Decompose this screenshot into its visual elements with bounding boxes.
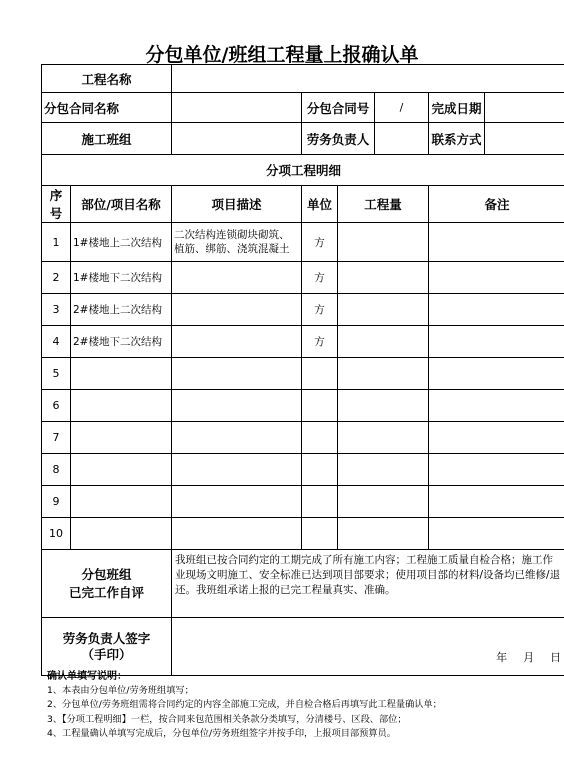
col-header-qty: 工程量 xyxy=(338,186,429,223)
col-header-desc: 项目描述 xyxy=(172,186,302,223)
row-unit[interactable] xyxy=(302,486,338,518)
row-desc[interactable] xyxy=(172,486,302,518)
table-row xyxy=(42,223,564,262)
table-row xyxy=(42,262,564,294)
row-item-name[interactable] xyxy=(71,390,172,422)
team-field[interactable] xyxy=(172,123,302,155)
instruction-item: 1、本表由分包单位/劳务班组填写； xyxy=(47,685,194,697)
table-row xyxy=(42,326,564,358)
row-no: 8 xyxy=(42,454,71,486)
row-qty[interactable] xyxy=(338,486,429,518)
contract-name-label: 分包合同名称 xyxy=(42,93,172,123)
signature-label-line2: （手印） xyxy=(81,646,132,662)
row-unit[interactable]: 方 xyxy=(302,326,338,358)
row-qty[interactable] xyxy=(338,358,429,390)
self-eval-label-line1: 分包班组 xyxy=(81,566,132,582)
row-qty[interactable] xyxy=(338,294,429,326)
row-no: 2 xyxy=(42,262,71,294)
labor-manager-field[interactable] xyxy=(375,123,429,155)
completion-date-field[interactable] xyxy=(485,93,564,123)
team-label: 施工班组 xyxy=(42,123,172,155)
table-row xyxy=(42,454,564,486)
row-item-name[interactable] xyxy=(71,454,172,486)
date-year: 年 xyxy=(496,651,508,664)
row-no: 3 xyxy=(42,294,71,326)
col-header-item: 部位/项目名称 xyxy=(71,186,172,223)
instruction-item: 2、分包单位/劳务班组需将合同约定的内容全部施工完成，并自检合格后再填写此工程量确认单； xyxy=(47,699,442,711)
row-unit[interactable]: 方 xyxy=(302,294,338,326)
row-no: 1 xyxy=(42,223,71,262)
row-item-name[interactable] xyxy=(71,486,172,518)
row-desc[interactable] xyxy=(172,326,302,358)
table-row xyxy=(42,390,564,422)
row-remark[interactable] xyxy=(429,326,564,358)
self-eval-text: 我班组已按合同约定的工期完成了所有施工内容；工程施工质量自检合格；施工作业现场文明施工、安全标准已达到项目部要求；使用项目部的材料/设备均已维修/退还。我班组承诺上报的已完工程量真实、准确。 xyxy=(172,550,564,618)
row-remark[interactable] xyxy=(429,486,564,518)
col-header-unit: 单位 xyxy=(302,186,338,223)
section-title: 分项工程明细 xyxy=(42,155,564,186)
table-row xyxy=(42,422,564,454)
row-desc[interactable] xyxy=(172,262,302,294)
date-month: 月 xyxy=(523,651,535,664)
date-day: 日 xyxy=(550,651,562,664)
instructions-title: 确认单填写说明： xyxy=(47,671,127,682)
row-item-name[interactable]: 1#楼地下二次结构 xyxy=(71,262,172,294)
row-remark[interactable] xyxy=(429,262,564,294)
row-qty[interactable] xyxy=(338,390,429,422)
signature-label-line1: 劳务负责人签字 xyxy=(62,630,151,646)
row-qty[interactable] xyxy=(338,262,429,294)
row-remark[interactable] xyxy=(429,390,564,422)
row-unit[interactable] xyxy=(302,454,338,486)
contract-name-field[interactable] xyxy=(172,93,302,123)
row-unit[interactable] xyxy=(302,358,338,390)
form-title: 分包单位/班组工程量上报确认单 xyxy=(145,44,419,66)
row-desc[interactable] xyxy=(172,518,302,550)
row-no: 10 xyxy=(42,518,71,550)
row-item-name[interactable]: 2#楼地下二次结构 xyxy=(71,326,172,358)
row-remark[interactable] xyxy=(429,422,564,454)
row-remark[interactable] xyxy=(429,223,564,262)
table-row xyxy=(42,518,564,550)
row-item-name[interactable]: 2#楼地上二次结构 xyxy=(71,294,172,326)
table-row xyxy=(42,358,564,390)
row-unit[interactable] xyxy=(302,390,338,422)
row-no: 4 xyxy=(42,326,71,358)
row-desc[interactable] xyxy=(172,454,302,486)
row-no: 5 xyxy=(42,358,71,390)
row-no: 9 xyxy=(42,486,71,518)
row-unit[interactable] xyxy=(302,422,338,454)
row-desc[interactable] xyxy=(172,294,302,326)
row-remark[interactable] xyxy=(429,518,564,550)
row-item-name[interactable] xyxy=(71,518,172,550)
row-unit[interactable]: 方 xyxy=(302,223,338,262)
contact-field[interactable] xyxy=(485,123,564,155)
signature-date-field[interactable] xyxy=(172,618,564,676)
instructions xyxy=(47,670,537,741)
row-item-name[interactable] xyxy=(71,358,172,390)
row-remark[interactable] xyxy=(429,454,564,486)
row-item-name[interactable] xyxy=(71,422,172,454)
confirmation-form-table xyxy=(41,64,564,676)
row-qty[interactable] xyxy=(338,518,429,550)
row-desc[interactable] xyxy=(172,390,302,422)
row-qty[interactable] xyxy=(338,422,429,454)
row-unit[interactable]: 方 xyxy=(302,262,338,294)
project-name-label: 工程名称 xyxy=(42,65,172,93)
row-desc[interactable] xyxy=(172,422,302,454)
self-eval-label-line2: 已完工作自评 xyxy=(69,584,145,600)
row-desc[interactable] xyxy=(172,358,302,390)
instruction-item: 4、工程量确认单填写完成后，分包单位/劳务班组签字并按手印，上报项目部预算员。 xyxy=(47,727,396,739)
table-row xyxy=(42,486,564,518)
instruction-item: 3、【分项工程明细】一栏，按合同来包范围相关条款分类填写，分清楼号、区段、部位； xyxy=(47,713,407,725)
row-desc[interactable]: 二次结构连锁砌块砌筑、植筋、绑筋、浇筑混凝土 xyxy=(172,223,302,262)
contact-label: 联系方式 xyxy=(429,123,485,155)
row-no: 7 xyxy=(42,422,71,454)
labor-manager-label: 劳务负责人 xyxy=(302,123,375,155)
table-row xyxy=(42,294,564,326)
contract-no-label: 分包合同号 xyxy=(302,93,375,123)
self-eval-label xyxy=(42,550,172,618)
completion-date-label: 完成日期 xyxy=(429,93,485,123)
row-unit[interactable] xyxy=(302,518,338,550)
row-qty[interactable] xyxy=(338,454,429,486)
row-item-name[interactable]: 1#楼地上二次结构 xyxy=(71,223,172,262)
col-header-remark: 备注 xyxy=(429,186,564,223)
project-name-field[interactable] xyxy=(172,65,564,93)
col-header-no: 序号 xyxy=(42,186,71,223)
row-remark[interactable] xyxy=(429,294,564,326)
contract-no-field[interactable]: / xyxy=(375,93,429,123)
signature-label xyxy=(42,618,172,676)
row-qty[interactable] xyxy=(338,223,429,262)
row-no: 6 xyxy=(42,390,71,422)
row-qty[interactable] xyxy=(338,326,429,358)
row-remark[interactable] xyxy=(429,358,564,390)
